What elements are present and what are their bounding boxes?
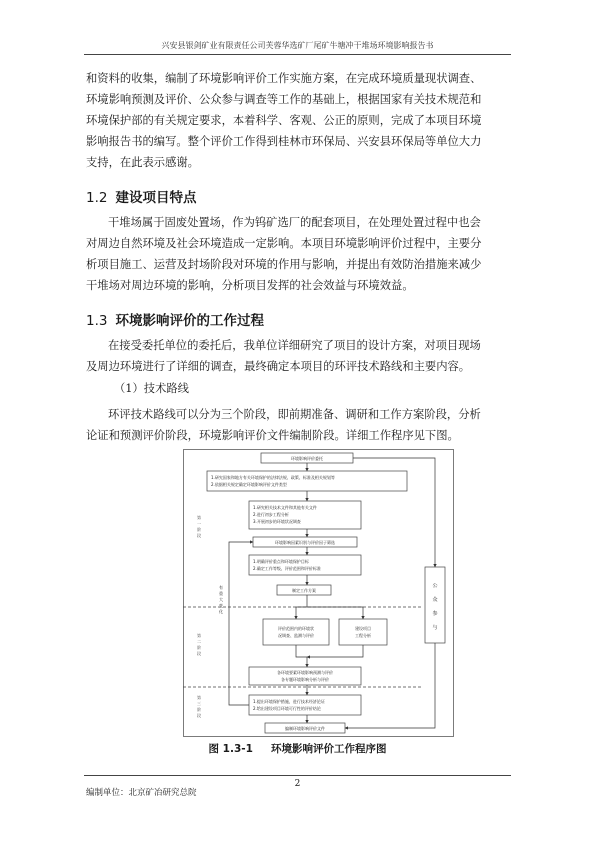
figure-number: 图 1.3-1 <box>208 743 253 755</box>
stage2-char-1: 第 <box>197 633 201 638</box>
side-char-2: 众 <box>432 597 438 603</box>
arrow-7 <box>307 607 363 619</box>
b10-text: 编制环境影响评价文件 <box>285 726 325 731</box>
b1-text: 环境影响评价委托 <box>291 456 323 461</box>
sec12-line-1: 干堆场属于固废处置场，作为钨矿选厂的配套项目，在处理处置过程中也会 <box>108 216 481 229</box>
section-heading-1-2 <box>86 186 196 206</box>
side-char-4: 与 <box>432 625 438 631</box>
subheading-tech-route: （1）技术路线 <box>114 382 189 395</box>
b8-line-1: 各环境要素环境影响预测与评价 <box>277 670 333 675</box>
sec13-line-1: 在接受委托单位的委托后，我单位详细研究了项目的设计方案，对项目现场 <box>108 339 481 352</box>
sec12-line-4: 干堆场对周边环境的影响，分析项目发挥的社会效益与环境效益。 <box>86 279 414 292</box>
stage2-char-4: 段 <box>197 651 201 656</box>
stage1-char-2: 一 <box>197 521 201 526</box>
change-char-5: 化 <box>219 609 223 614</box>
section-number: 1.2 <box>86 190 108 206</box>
intro-line-2: 环境影响预测及评价、公众参与调查等工作的基础上，根据国家有关技术规范和 <box>86 93 482 106</box>
section-title: 建设项目特点 <box>115 190 197 206</box>
arrow-feedback <box>229 542 253 705</box>
figure-caption <box>0 741 595 756</box>
box-public-participation <box>425 567 445 643</box>
section-title: 环境影响评价的工作过程 <box>115 313 264 329</box>
b7b-line-1: 建设项目 <box>355 626 371 631</box>
footer-organization: 编制单位：北京矿冶研究总院 <box>86 788 197 798</box>
running-header: 兴安县银剑矿业有限责任公司芙蓉华选矿厂尾矿牛塘冲干堆场环境影响报告书 <box>84 40 511 55</box>
stage2-char-3: 阶 <box>197 645 201 650</box>
box-evaluation-focus <box>249 555 361 575</box>
b7b-line-2: 工程分析 <box>355 633 371 638</box>
b3-line-3: 3.开展初步的环境状况调查 <box>253 519 301 524</box>
change-char-2: 重 <box>219 591 223 596</box>
page-number: 2 <box>294 779 301 789</box>
section-number: 1.3 <box>86 313 108 329</box>
b7a-line-2: 况调查、监测与评价 <box>278 633 314 638</box>
stage1-char-4: 段 <box>197 533 201 538</box>
arrow-public-in <box>353 458 435 567</box>
b6-text: 制定工作方案 <box>292 588 316 593</box>
diagram-frame <box>184 450 454 737</box>
box-env-survey <box>263 619 329 645</box>
intro-line-3: 环境保护部的有关规定要求，本着科学、客观、公正的原则，完成了本项目环境 <box>86 114 482 127</box>
arrow-8 <box>296 645 307 667</box>
stage1-char-1: 第 <box>197 515 201 520</box>
b9-line-2: 2.给出建设项目环境可行性的评价结论 <box>253 706 321 711</box>
b3-line-1: 1.研究相关技术文件和其他有关文件 <box>253 505 317 510</box>
b9-line-1: 1.提出环境保护措施，进行技术经济论证 <box>253 699 325 704</box>
footer-rule <box>84 775 511 776</box>
change-char-1: 有 <box>219 585 223 590</box>
b8-line-2: 各专题环境影响分析与评价 <box>281 677 329 682</box>
side-char-3: 参 <box>432 611 438 617</box>
stage3-char-1: 第 <box>197 695 201 700</box>
stage1-char-3: 阶 <box>197 527 201 532</box>
b2-line-1: 1.研究国家和地方有关环境保护的法律法规、政策、标准及相关规划等 <box>211 475 335 480</box>
b7a-line-1: 评价范围内的环境状 <box>278 626 314 631</box>
intro-line-5: 支持，在此表示感谢。 <box>86 156 199 169</box>
stage3-char-3: 阶 <box>197 707 201 712</box>
b2-line-2: 2.依据相关规定确定环境影响评价文件类型 <box>211 482 287 487</box>
stage3-char-2: 三 <box>197 701 201 706</box>
arrow-6 <box>296 595 307 619</box>
b5-line-1: 1.明确评价重点和环境保护目标 <box>253 559 309 564</box>
stage3-char-4: 段 <box>197 713 201 718</box>
sec13b-line-2: 论证和预测评价阶段，环境影响评价文件编制阶段。详细工作程序见下图。 <box>86 429 459 442</box>
change-char-4: 变 <box>219 603 223 608</box>
sec12-line-3: 析项目施工、运营及封场阶段对环境的作用与影响，并提出有效防治措施来减少 <box>86 258 482 271</box>
b3-line-2: 2.进行初步工程分析 <box>253 512 289 517</box>
change-char-3: 大 <box>219 597 223 602</box>
workflow-diagram <box>183 449 454 737</box>
b4-text: 环境影响因素识别与评价因子筛选 <box>275 540 335 545</box>
arrow-9 <box>307 645 363 657</box>
side-char-1: 公 <box>432 583 438 589</box>
stage2-char-2: 二 <box>197 639 201 644</box>
section-heading-1-3 <box>86 309 264 329</box>
sec13-line-2: 及周边环境进行了详细的调查，最终确定本项目的环评技术路线和主要内容。 <box>86 360 471 373</box>
b5-line-2: 2.确定工作等级、评价范围和评价标准 <box>253 566 321 571</box>
figure-title: 环境影响评价工作程序图 <box>270 743 387 755</box>
box-regulations <box>207 471 407 491</box>
intro-line-4: 影响报告书的编写。整个评价工作得到桂林市环保局、兴安县环保局等单位大力 <box>86 135 482 148</box>
box-project-analysis <box>339 619 387 645</box>
sec13b-line-1: 环评技术路线可以分为三个阶段，即前期准备、调研和工作方案阶段，分析 <box>108 408 481 421</box>
box-measures <box>249 695 361 715</box>
intro-line-1: 和资料的收集，编制了环境影响评价工作实施方案，在完成环境质量现状调查、 <box>86 72 482 85</box>
sec12-line-2: 对周边自然环境及社会环境造成一定影响。本项目环境影响评价过程中，主要分 <box>86 237 482 250</box>
